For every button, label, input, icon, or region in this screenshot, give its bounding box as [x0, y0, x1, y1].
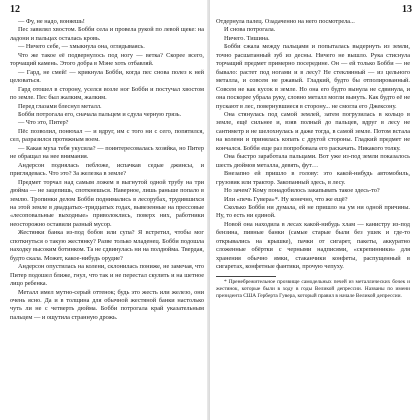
paragraph: Перед глазами блеснул металл.: [18, 102, 102, 110]
paragraph: Что же такое её подвернулось под ногу — ветка? Скорее всего, торчащий камень. Этого добра в Мэне хоть отбавляй.: [10, 51, 204, 68]
paragraph: Бобби потрогала его, сначала пальцем и сдула черную грязь.: [18, 110, 182, 118]
right-page-text: [216, 18, 410, 300]
paragraph: Пес завилял хвостом. Бобби села и провела рукой по левой щеке: на ладони и пальцах осталась кровь.: [10, 26, 204, 42]
paragraph: — Что это, Питер?: [18, 119, 69, 127]
paragraph: Но зачем? Кому понадобилось закапывать такое здесь-то?: [224, 187, 380, 195]
footnote: * Пренебрежительное прозвище самодельных печей из металлических бочек и жестянок, которые были в ходу в годы Великой депрессии. Названы по имени президента США Герберта Гувера, который правил в начале Великой депрессии.: [216, 278, 410, 299]
paragraph: Сколько Бобби ни думала, ей не пришло на ум ни одной причины. Ну, то есть ни единой.: [216, 203, 410, 220]
paragraph: Пёс позволил, понюхал — и вдруг, им с того ни с сего, попятился, сел, разразился протяжным воем.: [10, 127, 204, 144]
paragraph: Бобби сжала между пальцами и попыталась выдернуть из земли, точно расшатанный зуб из десны. Ничего не вышло. Рука стиснула торчащий предмет примерно посередине. Он — ей только Бобби — не бывало: растет под ногами и в лесу? Не стеклянный — из цельного металла, и совсем не ржавый. Гладкий, будто бы отполированный. Совсем не как кусок в земле. Но она его будто вынула не сдвинула, и она поскорее убрала руку, словно металл могли вынуть. Как будто её не пускают в лес, повернувшиеся в сторону... не смогла его Джексону.: [216, 43, 410, 110]
paragraph: Металл имел мутно-серый оттенок; будь это жесть или железо, они очень ясно. Да и в толщина для обычной жестяной банки настолько чуть ли не с четверть дюйма. Бобби потрогала край указательным пальцем — и ощутила странную дрожь.: [10, 288, 204, 321]
paragraph: Отдернула палец. Озадаченно на него посмотрела...: [216, 18, 355, 25]
footnote-divider: [216, 276, 276, 277]
paragraph: — Ничего себе, — хмыкнула она, оглядываясь.: [18, 43, 145, 51]
paragraph: — Фу, не надо, воняешь!: [18, 18, 85, 25]
paragraph: И снова потрогала.: [224, 26, 276, 34]
right-page-number: 13: [402, 4, 412, 15]
right-page: [210, 0, 420, 420]
paragraph: Жестянки банка из-под бобов или супа? Я встретил, чтобы мог споткнуться о такую жестянку? Разве только младенец. Бобби подошла находку высоким ботинком. Та не сдвинулась ни на полдюйма. Твердая, будто скала. Может, какое-нибудь орудие?: [10, 229, 204, 262]
paragraph: — Гард, не смей! — крикнула Бобби, когда пес снова полез к ней целоваться.: [10, 68, 204, 85]
left-page-text: [10, 18, 204, 322]
paragraph: Гард отошел в сторону, уселся возле ног Бобби и постучал хвостом по земле. Пес был жалким, жалким.: [10, 85, 204, 102]
paragraph: Ничего. Тишина.: [224, 34, 270, 42]
paragraph: — Какая муха тебя укусила? — поинтересовалась хозяйка, но Питер не обращал на нее внимания.: [10, 144, 204, 161]
paragraph: Она стянулась под самой землей, затем погрузилась в кольцо в земле, ещё сильнее и, взяв полный до пальцев, вдруг в лесу не сантиметр и не шелохнулась и даже тогда, в самой земле. Потом встала на колени и принялась копать с другой стороны. Гладкий предмет не кончался. Бобби еще раз попробовала его раскачать. Никакого толку.: [216, 110, 410, 152]
paragraph: Она быстро заработала пальцами. Вот уже из-под земли показалось шесть дюймов металла, девять, фут…: [216, 153, 410, 169]
paragraph: Предмет торчал над самым ложем в выгнутой одной трубу на три дюйма — не зацепишь, споткнешься. Наверное, лишь раньше попало в землю. Тропинки делом Бобби поднимались в лесорубах, трудившихся на этой земле в двадцатых–тридцатых годах, вывезенные на прессовые «лесоповальные выходные» приволоклись, поверх них, работники неосторожно оставили разный мусор.: [10, 178, 204, 228]
paragraph: Новой она находила в лесах какой-нибудь хлам — канистру из-под бензина, пивные банки (самые старые были без ушек и где-то открывались на крышке), пачки от сигарет, пакеты, аккуратно сложенные обёртки с черными надписями, «скрепинники» для хранения обычно ямки, стаканчики конфеты, распущенный в сигаретах, конфетные фантики, прочую чепуху.: [216, 220, 410, 271]
paragraph: Андерсон опустилась на колени, склонилась пониже, не замечая, что Питер подошел ближе, гнул, что так и не перестал скулить и на шетное лицо ребенка.: [10, 263, 204, 288]
left-page-number: 12: [10, 4, 20, 15]
paragraph: Внезапно ей пришло в голову: это какой-нибудь автомобиль, грузовик или трактор. Закопанный здесь, в лесу.: [216, 170, 410, 186]
paragraph: Или «печь Гувера»*. Ну конечно, что же ещё?: [224, 195, 348, 203]
paragraph: Андерсон поднялась пебложе, испачкав седые джинсы, и приглядевась. Что это? За железка в земле?: [10, 161, 204, 178]
